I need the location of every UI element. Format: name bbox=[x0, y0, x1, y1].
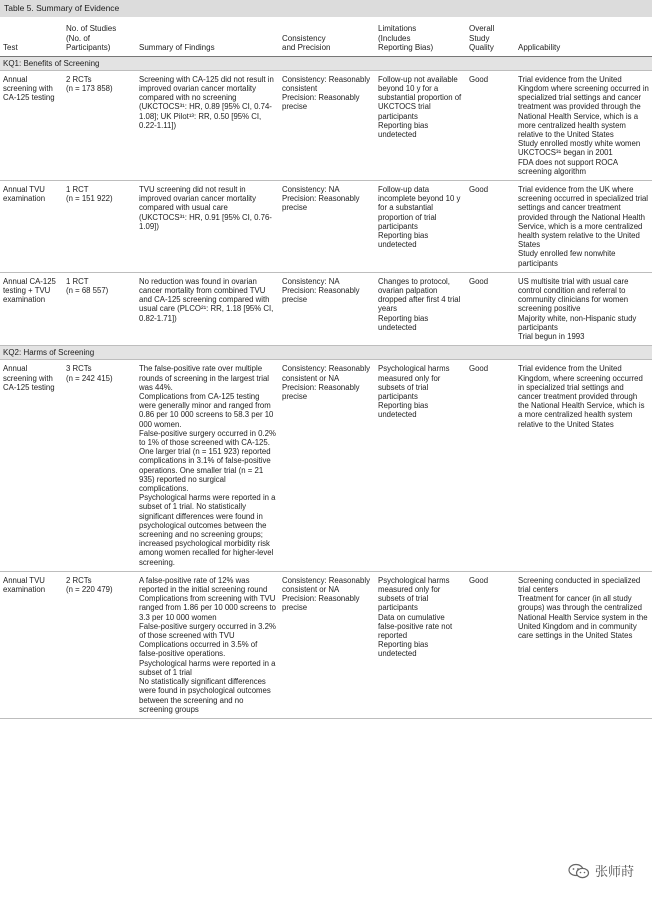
section-row bbox=[0, 56, 652, 70]
cell-quality: Good bbox=[466, 180, 515, 272]
cell-consistency bbox=[279, 70, 375, 180]
table-row bbox=[0, 571, 652, 718]
cell-studies-line: 2 RCTs bbox=[66, 74, 92, 84]
header-row bbox=[0, 17, 652, 56]
cell-limitations-line: Follow-up not available beyond 10 y for a substantial proportion of UKCTOCS trial participants bbox=[378, 74, 462, 121]
cell-applicability-line: Screening conducted in specialized trial centers bbox=[518, 575, 641, 595]
column-header-line: Test bbox=[3, 43, 18, 52]
cell-findings-line: No reduction was found in ovarian cancer mortality from combined TVU and CA-125 screening compared with usual care (PLCO²¹: RR, 1.18 [95% CI, 0.82-1.71]) bbox=[139, 276, 274, 323]
watermark-text: 张师莳 bbox=[594, 864, 634, 879]
cell-findings-line: Screening with CA-125 did not result in improved ovarian cancer mortality compared with no screening (UKCTOCS³¹: HR, 0.89 [95% CI, 0.74-1.08]; UK Pilot¹³: RR, 0.50 [95% CI, 0.22-1.11]) bbox=[139, 74, 274, 130]
column-header-line: (No. of bbox=[66, 33, 91, 43]
cell-consistency-line: Consistency: NA bbox=[282, 184, 340, 194]
cell-findings bbox=[136, 70, 279, 180]
column-header bbox=[279, 17, 375, 56]
cell-findings-line: Psychological harms were reported in a subset of 1 trial. No statistically significant differences were found in psychological outcomes between the screening and no screening groups; increased psychological morbidity risk among women recalled for higher-level screening. bbox=[139, 493, 276, 567]
cell-test: Annual TVU examination bbox=[0, 180, 63, 272]
cell-studies bbox=[63, 571, 136, 718]
cell-studies-line: 1 RCT bbox=[66, 184, 89, 194]
cell-applicability-line: Trial begun in 1993 bbox=[518, 331, 585, 341]
evidence-table bbox=[0, 17, 652, 719]
column-header-line: and Precision bbox=[282, 43, 331, 52]
column-header-line: Reporting Bias) bbox=[378, 43, 434, 52]
cell-studies bbox=[63, 360, 136, 571]
column-header-line: Study bbox=[469, 33, 490, 43]
cell-consistency-line: Consistency: NA bbox=[282, 276, 340, 286]
column-header-line: Overall bbox=[469, 24, 495, 33]
cell-findings-line: False-positive surgery occurred in 3.2% of those screened with TVU bbox=[139, 621, 276, 641]
cell-findings bbox=[136, 571, 279, 718]
cell-applicability-line: FDA does not support ROCA screening algorithm bbox=[518, 157, 618, 176]
cell-studies bbox=[63, 70, 136, 180]
column-header-line: Summary of Findings bbox=[139, 43, 215, 52]
section-label: KQ2: Harms of Screening bbox=[0, 346, 652, 360]
cell-test: Annual screening with CA-125 testing bbox=[0, 70, 63, 180]
cell-limitations-line: Psychological harms measured only for subsets of trial participants bbox=[378, 575, 450, 613]
cell-applicability-line: Trial evidence from the United Kingdom, where screening occurred in specialized trial settings and cancer treatment provided through the National Health Service, which is a more centralized health system relative to the United States bbox=[518, 364, 645, 429]
column-header-line: Limitations bbox=[378, 24, 417, 33]
table-row bbox=[0, 180, 652, 272]
cell-applicability-line: Majority white, non-Hispanic study participants bbox=[518, 313, 637, 332]
cell-findings-line: Complications from screening with TVU ranged from 1.86 per 10 000 screens to 3.3 per 10 000 women bbox=[139, 594, 276, 622]
cell-applicability bbox=[515, 180, 652, 272]
cell-studies bbox=[63, 180, 136, 272]
cell-quality: Good bbox=[466, 70, 515, 180]
cell-applicability bbox=[515, 272, 652, 345]
cell-studies-line: (n = 151 922) bbox=[66, 194, 113, 204]
cell-limitations-line: Follow-up data incomplete beyond 10 y for a substantial proportion of trial participants bbox=[378, 184, 461, 231]
column-header-line: Participants) bbox=[66, 43, 111, 52]
cell-limitations-line: Reporting bias undetected bbox=[378, 401, 429, 420]
section-row bbox=[0, 346, 652, 360]
cell-applicability-line: Trial evidence from the United Kingdom where screening occurred in specialized trial settings and cancer treatment was provided through the National Health Service, which is a more centralized health system relative to the United States bbox=[518, 74, 649, 139]
cell-findings-line: Complications occurred in 3.5% of false-positive operations. bbox=[139, 640, 258, 659]
cell-studies-line: (n = 220 479) bbox=[66, 585, 113, 595]
column-header bbox=[63, 17, 136, 56]
cell-applicability bbox=[515, 571, 652, 718]
cell-applicability-line: UKCTOCS³¹ began in 2001 bbox=[518, 148, 613, 158]
cell-test: Annual screening with CA-125 testing bbox=[0, 360, 63, 571]
table-row bbox=[0, 272, 652, 345]
cell-limitations-line: Data on cumulative false-positive rate not reported bbox=[378, 612, 453, 641]
cell-limitations-line: Reporting bias undetected bbox=[378, 640, 429, 659]
cell-applicability-line: Treatment for cancer (in all study groups) was through the centralized National Health Service system in the United Kingdom and in community care settings in the United States bbox=[518, 594, 648, 641]
table-row bbox=[0, 70, 652, 180]
cell-applicability bbox=[515, 360, 652, 571]
cell-limitations-line: Changes to protocol, ovarian palpation dropped after first 4 trial years bbox=[378, 276, 461, 314]
cell-quality: Good bbox=[466, 571, 515, 718]
wechat-icon bbox=[568, 863, 590, 879]
table-row bbox=[0, 360, 652, 571]
cell-applicability-line: Study enrolled few nonwhite participants bbox=[518, 249, 616, 268]
cell-consistency-line: Consistency: Reasonably consistent bbox=[282, 74, 370, 93]
cell-consistency bbox=[279, 180, 375, 272]
cell-studies bbox=[63, 272, 136, 345]
cell-findings-line: A false-positive rate of 12% was reported in the initial screening round bbox=[139, 575, 268, 595]
cell-limitations bbox=[375, 571, 466, 718]
cell-applicability bbox=[515, 70, 652, 180]
cell-applicability-line: Study enrolled mostly white women bbox=[518, 139, 641, 149]
column-header bbox=[0, 17, 63, 56]
section-label: KQ1: Benefits of Screening bbox=[0, 56, 652, 70]
column-header bbox=[466, 17, 515, 56]
cell-applicability-line: US multisite trial with usual care control condition and referral to community clinicians for women screening positive bbox=[518, 276, 629, 314]
cell-limitations bbox=[375, 360, 466, 571]
cell-limitations-line: Psychological harms measured only for subsets of trial participants bbox=[378, 364, 450, 401]
cell-limitations bbox=[375, 180, 466, 272]
cell-test: Annual CA-125 testing + TVU examination bbox=[0, 272, 63, 345]
cell-findings-line: Psychological harms were reported in a subset of 1 trial bbox=[139, 658, 276, 677]
cell-limitations bbox=[375, 272, 466, 345]
cell-applicability-line: Trial evidence from the UK where screening occurred in specialized trial settings and cancer treatment provided through the National Health Service, which is a more centralized health system relative to the United States bbox=[518, 184, 649, 250]
cell-findings-line: False-positive surgery occurred in 0.2% to 1% of those screened with CA-125. One larger trial (n = 151 923) reported complications in 3.1% of false-positive operations. One smaller trial (n = 21 935) reported no surgical complications. bbox=[139, 428, 276, 494]
cell-consistency-line: Precision: Reasonably precise bbox=[282, 194, 360, 213]
cell-consistency bbox=[279, 272, 375, 345]
cell-limitations bbox=[375, 70, 466, 180]
cell-findings bbox=[136, 180, 279, 272]
column-header bbox=[515, 17, 652, 56]
column-header-line: Applicability bbox=[518, 43, 561, 52]
cell-consistency bbox=[279, 360, 375, 571]
cell-test: Annual TVU examination bbox=[0, 571, 63, 718]
cell-limitations-line: Reporting bias undetected bbox=[378, 230, 429, 250]
cell-limitations-line: Reporting bias undetected bbox=[378, 120, 429, 139]
cell-consistency-line: Consistency: Reasonably consistent or NA bbox=[282, 364, 370, 383]
column-header-line: Quality bbox=[469, 43, 494, 52]
cell-quality: Good bbox=[466, 360, 515, 571]
table-body bbox=[0, 56, 652, 718]
cell-consistency-line: Precision: Reasonably precise bbox=[282, 594, 360, 613]
cell-findings-line: Complications from CA-125 testing were generally minor and ranged from 0.86 per 10 000 screens to 58.3 per 10 000 women. bbox=[139, 392, 274, 429]
column-header bbox=[136, 17, 279, 56]
table-title: Table 5. Summary of Evidence bbox=[0, 0, 652, 17]
column-header-line: Consistency bbox=[282, 33, 326, 43]
cell-findings-line: TVU screening did not result in improved ovarian cancer mortality compared with usual care (UKCTOCS³¹: HR, 0.91 [95% CI, 0.76-1.09]) bbox=[139, 184, 272, 231]
cell-quality: Good bbox=[466, 272, 515, 345]
cell-studies-line: 1 RCT bbox=[66, 276, 89, 286]
cell-consistency bbox=[279, 571, 375, 718]
cell-findings bbox=[136, 272, 279, 345]
cell-limitations-line: Reporting bias undetected bbox=[378, 313, 429, 332]
column-header-line: No. of Studies bbox=[66, 24, 117, 33]
cell-studies-line: (n = 68 557) bbox=[66, 285, 109, 295]
cell-findings-line: No statistically significant differences were found in psychological outcomes between the screening and no screening groups bbox=[139, 677, 271, 714]
cell-consistency-line: Precision: Reasonably precise bbox=[282, 93, 360, 112]
cell-studies-line: 2 RCTs bbox=[66, 575, 92, 585]
watermark bbox=[568, 861, 634, 880]
cell-studies-line: (n = 173 858) bbox=[66, 83, 113, 93]
cell-findings bbox=[136, 360, 279, 571]
cell-studies-line: 3 RCTs bbox=[66, 364, 92, 374]
column-header-line: (Includes bbox=[378, 33, 411, 43]
cell-findings-line: The false-positive rate over multiple rounds of screening in the largest trial was 44%. bbox=[139, 364, 270, 392]
column-header bbox=[375, 17, 466, 56]
cell-studies-line: (n = 242 415) bbox=[66, 373, 113, 383]
cell-consistency-line: Precision: Reasonably precise bbox=[282, 382, 360, 401]
cell-consistency-line: Precision: Reasonably precise bbox=[282, 285, 360, 305]
cell-consistency-line: Consistency: Reasonably consistent or NA bbox=[282, 575, 370, 595]
